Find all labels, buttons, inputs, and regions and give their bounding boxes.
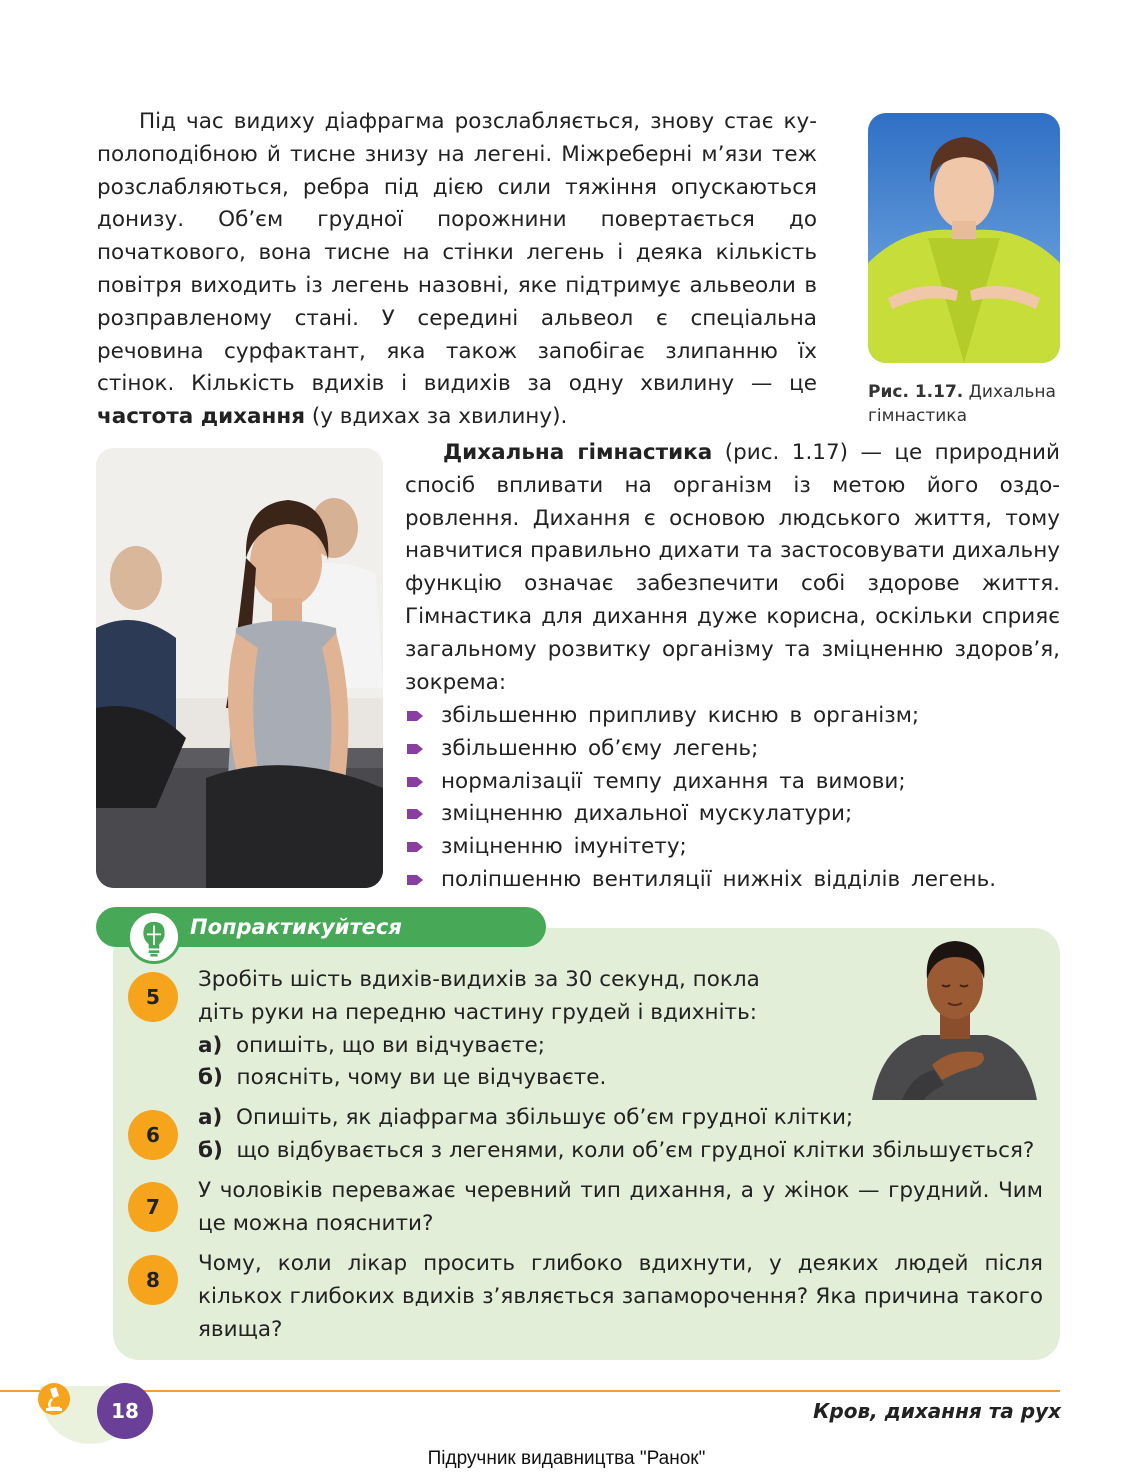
figure-caption (868, 380, 1063, 428)
question-5: Зробіть шість вдихів-видихів за 30 секунд, покла діть руки на передню частину грудей і вдихніть: а) опишіть, що ви відчуваєте; б) поясніть, чому ви це відчуваєте. (198, 967, 760, 1091)
list-item: збільшенню об’єму легень; (405, 733, 1065, 766)
term-breathing-rate: частота дихання (97, 404, 306, 430)
list-item: зміцненню імунітету; (405, 831, 1065, 864)
figure-1-17-photo (868, 113, 1060, 363)
microscope-icon (38, 1383, 70, 1415)
paragraph-exhale: Під час видиху діафрагма розслабляється, знову стає куполоподібною й тисне знизу на легені. Міжреберні м’язи теж розслабляються, ребра під дією сили тяжіння опускаються донизу. Об’єм грудної порожнини повертається до початкового, вона тисне на стінки легень і деяка кількість повітря виходить із легень назовні, яке підтримує альвеоли в розправленому стані. У середині альвеол є спеціальна речовина сурфактант, яка також запобігає злипанню їх стінок. Кількість вдихів і видихів за одну хвилину — це частота дихання (у вдихах за хвилину). (97, 109, 817, 430)
question-number-8: 8 (128, 1255, 178, 1305)
arrow-bullet-icon (407, 776, 424, 788)
arrow-bullet-icon (407, 874, 424, 886)
lightbulb-puzzle-icon (127, 910, 181, 964)
term-breathing-gymnastics: Дихальна гімнастика (443, 440, 713, 465)
figure-label: Рис. 1.17. (868, 382, 964, 402)
question-7: У чоловіків переважає черевний тип дихання, а у жінок — грудний. Чим це можна пояснити? (198, 1178, 1043, 1236)
list-item: нормалізації темпу дихання та вимови; (405, 766, 1065, 799)
arrow-bullet-icon (407, 808, 424, 820)
section-title: Кров, дихання та рух (813, 1399, 1061, 1423)
question-6: а) Опишіть, як діафрагма збільшує об’єм грудної клітки; б) що відбувається з легенями, коли об’єм грудної клітки збільшується? (198, 1105, 1035, 1163)
footer-divider (0, 1390, 1060, 1392)
page-number: 18 (97, 1383, 153, 1439)
figure-caption-text: Дихальна гімнастика (868, 382, 1056, 426)
list-item: збільшенню припливу кисню в організм; (405, 700, 1065, 733)
publisher-note: Підручник видавництва "Ранок" (427, 1448, 706, 1469)
benefits-list (405, 700, 1065, 897)
arrow-bullet-icon (407, 841, 424, 853)
yoga-class-photo (96, 448, 383, 888)
practice-title: Попрактикуйтеся (190, 915, 402, 939)
man-breathing-illustration (872, 935, 1037, 1100)
arrow-bullet-icon (407, 710, 424, 722)
list-item: зміцненню дихальної мускулатури; (405, 798, 1065, 831)
question-number-6: 6 (128, 1110, 178, 1160)
question-number-7: 7 (128, 1182, 178, 1232)
arrow-bullet-icon (407, 743, 424, 755)
question-number-5: 5 (128, 972, 178, 1022)
paragraph-breathing-gymnastics: Дихальна гімнастика (рис. 1.17) — це природний спосіб впливати на організм із метою його оздоровлення. Дихання є основою людського життя, тому навчитися правильно дихати та застосовувати дихальну функцію означає забезпечити собі здорове життя. Гімнастика для дихання дуже корисна, оскільки сприяє загальному розвитку організму та зміцненню здоров’я, зокрема: (405, 440, 1060, 695)
question-8: Чому, коли лікар просить глибоко вдихнути, у деяких людей після кількох глибоких вдихів з’являється запаморочення? Яка причина такого явища? (198, 1251, 1043, 1342)
list-item: поліпшенню вентиляції нижніх відділів легень. (405, 864, 1065, 897)
